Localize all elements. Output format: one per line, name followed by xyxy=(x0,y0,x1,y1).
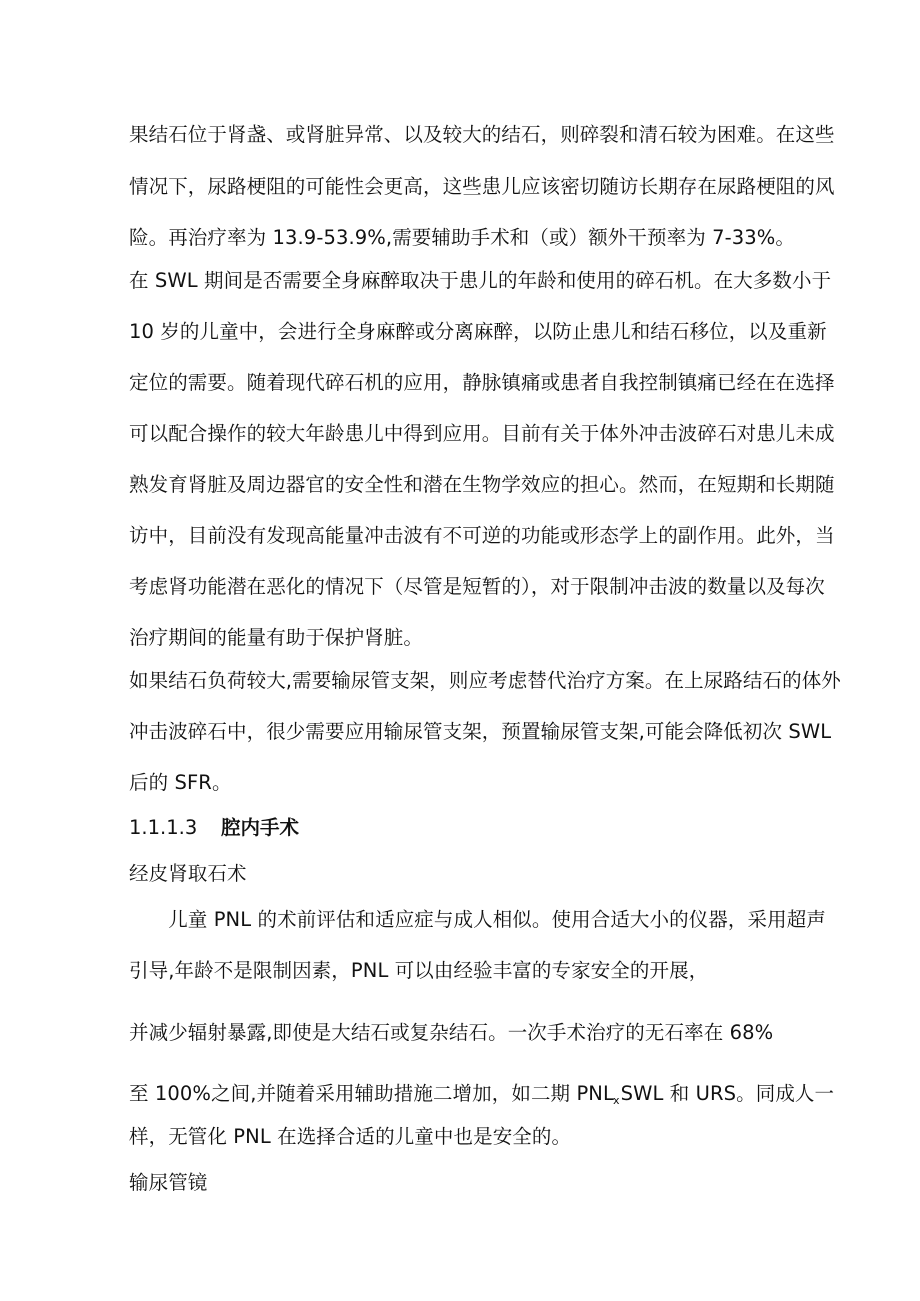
text-line-16: 引导,年龄不是限制因素，PNL 可以由经验丰富的专家安全的开展， xyxy=(129,959,709,982)
subheading-pcnl: 经皮肾取石术 xyxy=(129,862,247,885)
text-line-19: 样，无管化 PNL 在选择合适的儿童中也是安全的。 xyxy=(129,1125,572,1148)
text-line-8: 熟发育肾脏及周边器官的安全性和潜在生物学效应的担心。然而，在短期和长期随 xyxy=(129,473,835,496)
text-line-3: 险。再治疗率为 13.9-53.9%,需要辅助手术和（或）额外干预率为 7-33%。 xyxy=(129,226,795,249)
text-line-18-end: SWL 和 URS。同成人一 xyxy=(620,1082,835,1105)
text-line-18-start: 至 100%之间,并随着采用辅助措施二增加，如二期 PNL xyxy=(129,1082,614,1105)
text-line-17: 并减少辐射暴露,即使是大结石或复杂结石。一次手术治疗的无石率在 68% xyxy=(129,1021,774,1044)
text-line-7: 可以配合操作的较大年龄患儿中得到应用。目前有关于体外冲击波碎石对患儿未成 xyxy=(129,422,835,445)
text-line-10: 考虑肾功能潜在恶化的情况下（尽管是短暂的），对于限制冲击波的数量以及每次 xyxy=(129,575,825,598)
section-heading xyxy=(129,815,299,841)
text-line-9: 访中，目前没有发现高能量冲击波有不可逆的功能或形态学上的副作用。此外，当 xyxy=(129,524,835,547)
text-line-12: 如果结石负荷较大,需要输尿管支架，则应考虑替代治疗方案。在上尿路结石的体外 xyxy=(129,669,841,692)
section-title: 腔内手术 xyxy=(221,816,300,839)
text-line-6: 定位的需要。随着现代碎石机的应用，静脉镇痛或患者自我控制镇痛已经在在选择 xyxy=(129,371,835,394)
text-line-13: 冲击波碎石中，很少需要应用输尿管支架，预置输尿管支架,可能会降低初次 SWL xyxy=(129,720,832,743)
text-line-14: 后的 SFR。 xyxy=(129,771,232,794)
subscript-x: x xyxy=(612,1094,620,1107)
text-line-2: 情况下，尿路梗阻的可能性会更高，这些患儿应该密切随访长期存在尿路梗阻的风 xyxy=(129,175,835,198)
subheading-ureteroscopy: 输尿管镜 xyxy=(129,1171,208,1194)
text-line-18 xyxy=(129,1081,834,1114)
section-number: 1.1.1.3 xyxy=(129,816,198,839)
text-line-4: 在 SWL 期间是否需要全身麻醉取决于患儿的年龄和使用的碎石机。在大多数小于 xyxy=(129,269,832,292)
text-line-15: 儿童 PNL 的术前评估和适应症与成人相似。使用合适大小的仪器，采用超声 xyxy=(129,908,826,931)
text-line-1: 果结石位于肾盏、或肾脏异常、以及较大的结石，则碎裂和清石较为困难。在这些 xyxy=(129,123,835,146)
text-line-11: 治疗期间的能量有助于保护肾脏。 xyxy=(129,626,424,649)
text-line-5: 10 岁的儿童中，会进行全身麻醉或分离麻醉，以防止患儿和结石移位，以及重新 xyxy=(129,320,827,343)
